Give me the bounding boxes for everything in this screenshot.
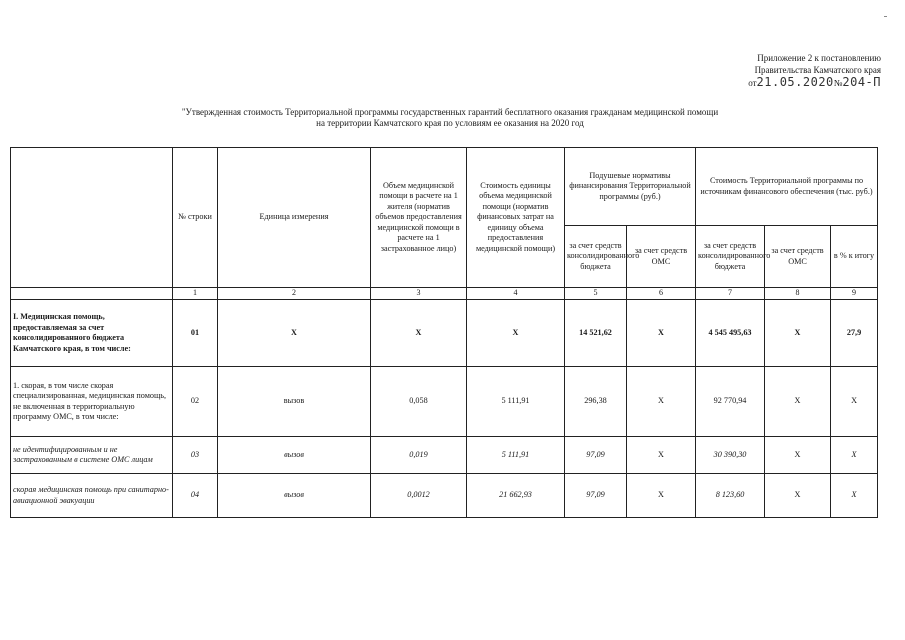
table-row bbox=[11, 474, 878, 518]
row-volume: 0,0012 bbox=[371, 474, 467, 518]
column-number-blank bbox=[11, 288, 173, 300]
row-oms-cost: Х bbox=[765, 367, 831, 437]
row-oms-per-capita: Х bbox=[627, 367, 696, 437]
scan-mark bbox=[884, 16, 887, 17]
header-oms-per-capita: за счет средств ОМС bbox=[627, 226, 696, 288]
title-line-1: "Утвержденная стоимость Территориальной программы государственных гарантий бесплатного оказания гражданам медицинской помощи bbox=[181, 107, 719, 117]
row-percent: Х bbox=[831, 474, 878, 518]
table-row bbox=[11, 437, 878, 474]
row-number: 01 bbox=[173, 300, 218, 367]
appendix-number: 204-П bbox=[842, 75, 881, 89]
header-oms-cost: за счет средств ОМС bbox=[765, 226, 831, 288]
column-number: 7 bbox=[696, 288, 765, 300]
header-percent: в % к итогу bbox=[831, 226, 878, 288]
row-name: не идентифицированным и не застрахованным в системе ОМС лицам bbox=[11, 437, 173, 474]
appendix-date: 21.05.2020 bbox=[756, 75, 834, 89]
row-percent: 27,9 bbox=[831, 300, 878, 367]
row-name: I. Медицинская помощь, предоставляемая за счет консолидированного бюджета Камчатского края, в том числе: bbox=[11, 300, 173, 367]
table-row bbox=[11, 300, 878, 367]
row-percent: Х bbox=[831, 367, 878, 437]
row-number: 04 bbox=[173, 474, 218, 518]
row-unit-cost: Х bbox=[467, 300, 565, 367]
row-budget-cost: 8 123,60 bbox=[696, 474, 765, 518]
row-budget-cost: 92 770,94 bbox=[696, 367, 765, 437]
header-unit-cost: Стоимость единицы объема медицинской помощи (норматив финансовых затрат на единицу объема предоставления медицинской помощи) bbox=[467, 148, 565, 288]
column-number: 2 bbox=[218, 288, 371, 300]
header-budget-cost: за счет средств консолидированного бюджета bbox=[696, 226, 765, 288]
row-volume: 0,058 bbox=[371, 367, 467, 437]
row-oms-cost: Х bbox=[765, 474, 831, 518]
cost-table bbox=[10, 147, 878, 518]
row-unit: вызов bbox=[218, 367, 371, 437]
row-unit: Х bbox=[218, 300, 371, 367]
row-name: скорая медицинская помощь при санитарно-авиационной эвакуации bbox=[11, 474, 173, 518]
column-number: 9 bbox=[831, 288, 878, 300]
header-row-number: № строки bbox=[173, 148, 218, 288]
header-per-capita: Подушевые нормативы финансирования Территориальной программы (руб.) bbox=[565, 148, 696, 226]
column-number: 3 bbox=[371, 288, 467, 300]
column-number: 5 bbox=[565, 288, 627, 300]
column-number-row bbox=[11, 288, 878, 300]
row-volume: 0,019 bbox=[371, 437, 467, 474]
row-unit-cost: 21 662,93 bbox=[467, 474, 565, 518]
row-unit: вызов bbox=[218, 437, 371, 474]
header-budget-per-capita: за счет средств консолидированного бюджета bbox=[565, 226, 627, 288]
row-unit: вызов bbox=[218, 474, 371, 518]
appendix-line-2: Правительства Камчатского края bbox=[754, 65, 881, 75]
row-budget-per-capita: 14 521,62 bbox=[565, 300, 627, 367]
appendix-block bbox=[748, 52, 881, 89]
column-number: 4 bbox=[467, 288, 565, 300]
row-number: 02 bbox=[173, 367, 218, 437]
appendix-line-1: Приложение 2 к постановлению bbox=[757, 53, 881, 63]
row-name: 1. скорая, в том числе скорая специализированная, медицинская помощь, не включенная в территориальную программу ОМС, в том числе: bbox=[11, 367, 173, 437]
header-cost: Стоимость Территориальной программы по источникам финансового обеспечения (тыс. руб.) bbox=[696, 148, 878, 226]
column-number: 8 bbox=[765, 288, 831, 300]
row-percent: Х bbox=[831, 437, 878, 474]
header-row-1 bbox=[11, 148, 878, 226]
row-number: 03 bbox=[173, 437, 218, 474]
row-unit-cost: 5 111,91 bbox=[467, 437, 565, 474]
row-oms-cost: Х bbox=[765, 437, 831, 474]
row-oms-per-capita: Х bbox=[627, 300, 696, 367]
table-row bbox=[11, 367, 878, 437]
row-oms-per-capita: Х bbox=[627, 437, 696, 474]
appendix-number-prefix: № bbox=[833, 78, 843, 88]
row-unit-cost: 5 111,91 bbox=[467, 367, 565, 437]
row-budget-cost: 30 390,30 bbox=[696, 437, 765, 474]
header-unit: Единица измерения bbox=[218, 148, 371, 288]
row-oms-cost: Х bbox=[765, 300, 831, 367]
column-number: 1 bbox=[173, 288, 218, 300]
title-line-2: на территории Камчатского края по условиям ее оказания на 2020 год bbox=[316, 118, 584, 128]
row-budget-per-capita: 97,09 bbox=[565, 474, 627, 518]
row-budget-cost: 4 545 495,63 bbox=[696, 300, 765, 367]
appendix-from-prefix: от bbox=[748, 78, 757, 88]
document-title bbox=[130, 107, 770, 129]
column-number: 6 bbox=[627, 288, 696, 300]
header-volume: Объем медицинской помощи в расчете на 1 жителя (норматив объемов предоставления медицинской помощи в расчете на 1 застрахованное лицо) bbox=[371, 148, 467, 288]
row-volume: Х bbox=[371, 300, 467, 367]
row-budget-per-capita: 296,38 bbox=[565, 367, 627, 437]
appendix-line-3 bbox=[748, 76, 881, 89]
row-oms-per-capita: Х bbox=[627, 474, 696, 518]
header-name-cell bbox=[11, 148, 173, 288]
row-budget-per-capita: 97,09 bbox=[565, 437, 627, 474]
